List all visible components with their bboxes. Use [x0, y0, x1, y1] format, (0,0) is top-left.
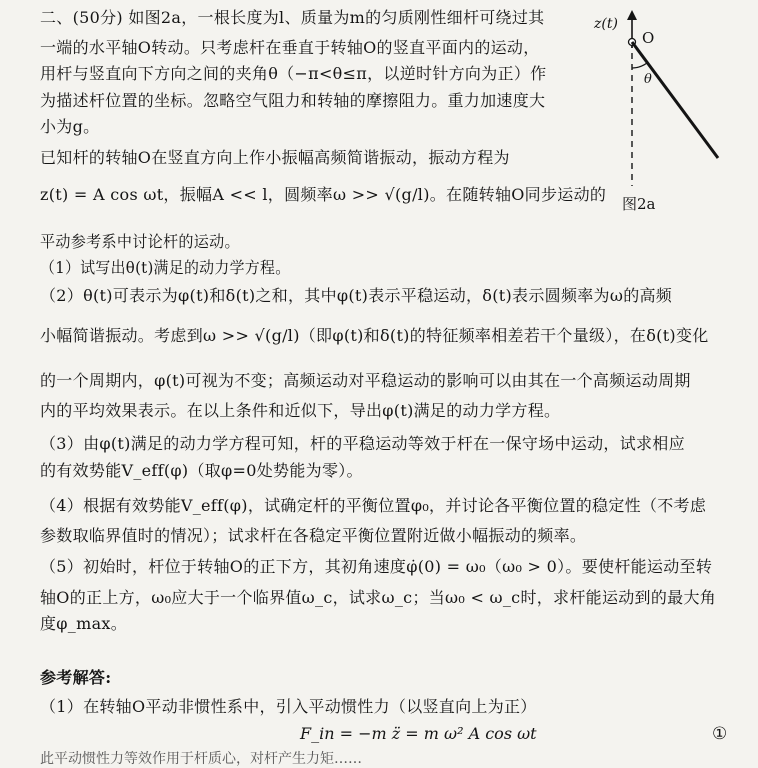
problem-line: 小幅简谐振动。考虑到ω >> √(g/l)（即φ(t)和δ(t)的特征频率相差若干个量级），在δ(t)变化 — [40, 326, 709, 345]
figure-2a — [590, 6, 740, 216]
problem-line: 用杆与竖直向下方向之间的夹角θ（−π<θ≤π，以逆时针方向为正）作 — [40, 64, 547, 83]
problem-line: 二、(50分) 如图2a，一根长度为l、质量为m的匀质刚性细杆可绕过其 — [40, 8, 545, 27]
problem-line: 的一个周期内，φ(t)可视为不变；高频运动对平稳运动的影响可以由其在一个高频运动周期 — [40, 371, 691, 390]
problem-line: z(t) = A cos ωt，振幅A << l，圆频率ω >> √(g/l)。在随转轴O同步运动的 — [40, 185, 607, 204]
angle-arc — [632, 63, 647, 68]
theta-label: θ — [644, 72, 652, 87]
problem-line: 平动参考系中讨论杆的运动。 — [40, 232, 240, 251]
figure-caption: 图2a — [622, 195, 656, 213]
problem-line: 轴O的正上方，ω₀应大于一个临界值ω_c，试求ω_c；当ω₀ < ω_c时，求杆能运动到的最大角 — [40, 588, 717, 607]
problem-line: 内的平均效果表示。在以上条件和近似下，导出φ(t)满足的动力学方程。 — [40, 401, 561, 420]
pivot-label: O — [642, 29, 655, 47]
rod — [632, 42, 718, 158]
problem-line: 小为g。 — [40, 117, 100, 136]
z-axis-arrowhead — [627, 10, 637, 20]
solution-heading: 参考解答: — [40, 668, 112, 687]
problem-line: 已知杆的转轴O在竖直方向上作小振幅高频简谐振动，振动方程为 — [40, 148, 510, 167]
problem-line: （2）θ(t)可表示为φ(t)和δ(t)之和，其中φ(t)表示平稳运动，δ(t)表示圆频率为ω的高频 — [40, 286, 673, 305]
problem-line: 的有效势能V_eff(φ)（取φ=0处势能为零）。 — [40, 461, 363, 480]
problem-line: 一端的水平轴O转动。只考虑杆在垂直于转轴O的竖直平面内的运动， — [40, 38, 540, 57]
truncated-line: 此平动惯性力等效作用于杆质心，对杆产生力矩…… — [40, 751, 362, 767]
z-axis-label: z(t) — [594, 16, 618, 32]
problem-line: 度φ_max。 — [40, 614, 128, 633]
inertial-force-equation: F_in = −m z̈ = m ω² A cos ωt — [300, 724, 537, 743]
problem-line: 为描述杆位置的坐标。忽略空气阻力和转轴的摩擦阻力。重力加速度大 — [40, 91, 546, 110]
problem-line: （4）根据有效势能V_eff(φ)，试确定杆的平衡位置φ₀，并讨论各平衡位置的稳定性（不考虑 — [40, 496, 707, 515]
problem-line: （5）初始时，杆位于转轴O的正下方，其初角速度φ̇(0) = ω₀（ω₀ > 0）。要使杆能运动至转 — [40, 557, 713, 576]
equation-number: ① — [712, 724, 728, 744]
solution-line-1: （1）在转轴O平动非惯性系中，引入平动惯性力（以竖直向上为正） — [40, 697, 537, 716]
problem-line: （1）试写出θ(t)满足的动力学方程。 — [40, 258, 291, 277]
problem-line: 参数取临界值时的情况）；试求杆在各稳定平衡位置附近做小幅振动的频率。 — [40, 526, 587, 545]
problem-line: （3）由φ(t)满足的动力学方程可知，杆的平稳运动等效于杆在一保守场中运动，试求相应 — [40, 434, 685, 453]
